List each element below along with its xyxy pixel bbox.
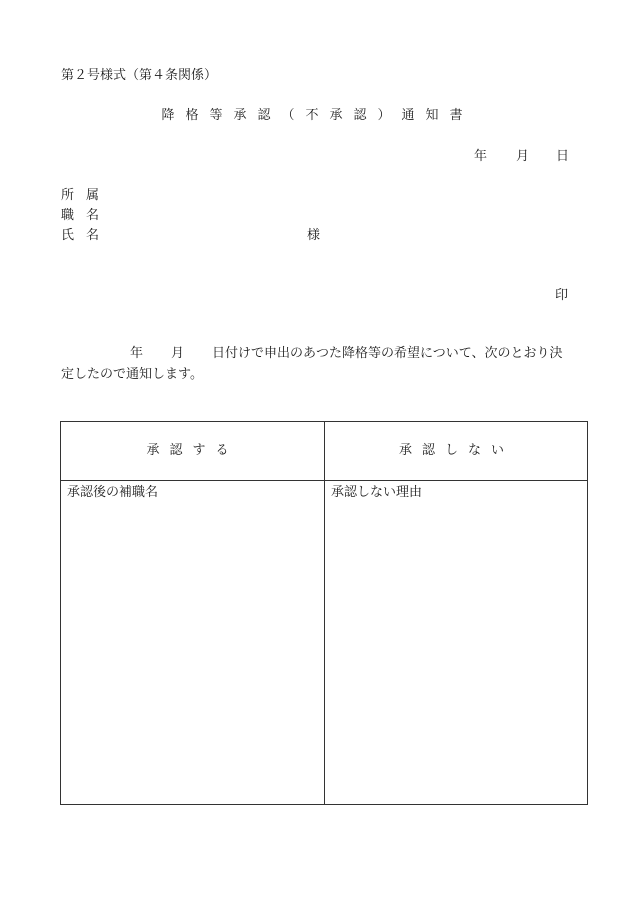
form-number: 第２号様式（第４条関係） bbox=[61, 68, 218, 83]
honorific: 様 bbox=[307, 228, 321, 243]
affiliation-label: 所属 bbox=[61, 188, 112, 203]
date-day-label: 日 bbox=[556, 149, 570, 164]
position-label: 職名 bbox=[61, 208, 112, 223]
table-header-divider bbox=[61, 480, 587, 481]
reject-header: 承認しない bbox=[398, 443, 514, 458]
date-year-label: 年 bbox=[474, 149, 488, 164]
date-month-label: 月 bbox=[516, 149, 530, 164]
body-year-label: 年 bbox=[130, 346, 144, 361]
body-month-label: 月 bbox=[171, 346, 185, 361]
rejection-reason-field-label: 承認しない理由 bbox=[331, 485, 423, 500]
approve-header: 承認する bbox=[146, 443, 239, 458]
seal-mark: 印 bbox=[555, 288, 569, 303]
name-label: 氏名 bbox=[61, 228, 112, 243]
approved-post-field-label: 承認後の補職名 bbox=[67, 485, 159, 500]
body-text-line1: 日付けで申出のあつた降格等の希望について、次のとおり決 bbox=[212, 346, 563, 361]
decision-table bbox=[60, 421, 588, 805]
document-title: 降格等承認（不承認）通知書 bbox=[161, 108, 474, 123]
body-text-line2: 定したので通知します。 bbox=[61, 367, 203, 382]
